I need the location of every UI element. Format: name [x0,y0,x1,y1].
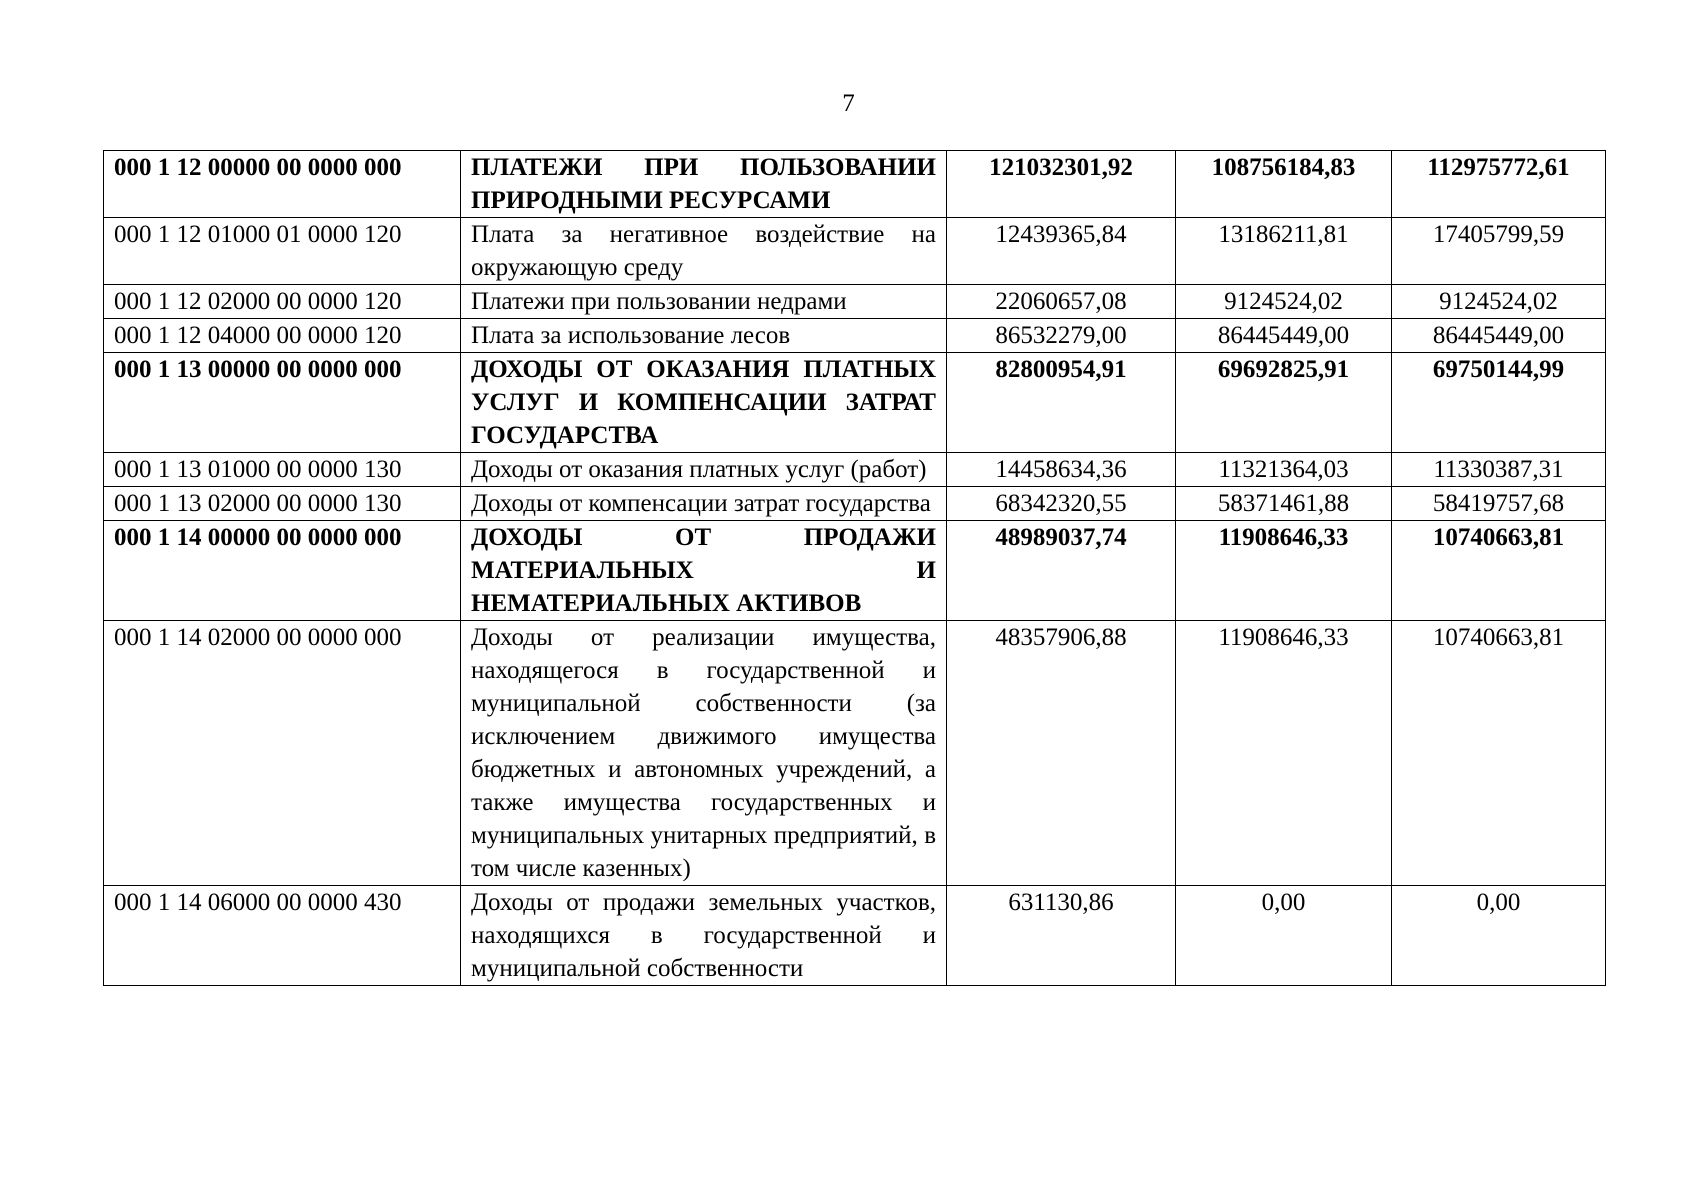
value-col-3: 58419757,68 [1392,487,1606,521]
budget-code: 000 1 14 02000 00 0000 000 [104,621,461,886]
budget-code: 000 1 12 02000 00 0000 120 [104,285,461,319]
revenue-name: Плата за использование лесов [461,319,947,353]
value-col-3: 112975772,61 [1392,151,1606,218]
value-col-1: 121032301,92 [947,151,1176,218]
revenue-name: Доходы от компенсации затрат государства [461,487,947,521]
revenue-name: Доходы от оказания платных услуг (работ) [461,453,947,487]
budget-code: 000 1 12 00000 00 0000 000 [104,151,461,218]
value-col-1: 86532279,00 [947,319,1176,353]
revenue-name: ПЛАТЕЖИ ПРИ ПОЛЬЗОВАНИИ ПРИРОДНЫМИ РЕСУРСАМИ [461,151,947,218]
value-col-3: 86445449,00 [1392,319,1606,353]
value-col-2: 69692825,91 [1176,353,1392,453]
revenue-table-body [104,151,1606,986]
value-col-1: 82800954,91 [947,353,1176,453]
budget-code: 000 1 12 04000 00 0000 120 [104,319,461,353]
value-col-1: 48989037,74 [947,521,1176,621]
value-col-1: 12439365,84 [947,218,1176,285]
value-col-2: 86445449,00 [1176,319,1392,353]
value-col-2: 108756184,83 [1176,151,1392,218]
table-row [104,487,1606,521]
value-col-3: 11330387,31 [1392,453,1606,487]
value-col-3: 9124524,02 [1392,285,1606,319]
value-col-2: 11321364,03 [1176,453,1392,487]
value-col-2: 11908646,33 [1176,521,1392,621]
table-row [104,319,1606,353]
revenue-name: Доходы от продажи земельных участков, находящихся в государственной и муниципальной собственности [461,886,947,986]
revenue-name: ДОХОДЫ ОТ ОКАЗАНИЯ ПЛАТНЫХ УСЛУГ И КОМПЕНСАЦИИ ЗАТРАТ ГОСУДАРСТВА [461,353,947,453]
value-col-3: 69750144,99 [1392,353,1606,453]
value-col-1: 631130,86 [947,886,1176,986]
table-row [104,453,1606,487]
table-row [104,218,1606,285]
table-row [104,353,1606,453]
value-col-2: 0,00 [1176,886,1392,986]
value-col-1: 22060657,08 [947,285,1176,319]
value-col-1: 68342320,55 [947,487,1176,521]
value-col-2: 11908646,33 [1176,621,1392,886]
page-number: 7 [842,90,855,117]
value-col-3: 17405799,59 [1392,218,1606,285]
value-col-1: 14458634,36 [947,453,1176,487]
budget-code: 000 1 14 06000 00 0000 430 [104,886,461,986]
value-col-2: 58371461,88 [1176,487,1392,521]
budget-code: 000 1 12 01000 01 0000 120 [104,218,461,285]
value-col-3: 10740663,81 [1392,521,1606,621]
revenue-name: Плата за негативное воздействие на окружающую среду [461,218,947,285]
table-row [104,521,1606,621]
value-col-1: 48357906,88 [947,621,1176,886]
budget-code: 000 1 13 00000 00 0000 000 [104,353,461,453]
budget-code: 000 1 14 00000 00 0000 000 [104,521,461,621]
revenue-table [103,150,1606,986]
value-col-3: 10740663,81 [1392,621,1606,886]
revenue-name: ДОХОДЫ ОТ ПРОДАЖИ МАТЕРИАЛЬНЫХ И НЕМАТЕРИАЛЬНЫХ АКТИВОВ [461,521,947,621]
value-col-3: 0,00 [1392,886,1606,986]
table-row [104,285,1606,319]
table-row [104,151,1606,218]
revenue-name: Доходы от реализации имущества, находящегося в государственной и муниципальной собственности (за исключением движимого имущества бюджетных и автономных учреждений, а также имущества государственных и муниципальных унитарных предприятий, в том числе казенных) [461,621,947,886]
table-row [104,886,1606,986]
value-col-2: 9124524,02 [1176,285,1392,319]
budget-code: 000 1 13 02000 00 0000 130 [104,487,461,521]
budget-code: 000 1 13 01000 00 0000 130 [104,453,461,487]
revenue-name: Платежи при пользовании недрами [461,285,947,319]
table-row [104,621,1606,886]
value-col-2: 13186211,81 [1176,218,1392,285]
